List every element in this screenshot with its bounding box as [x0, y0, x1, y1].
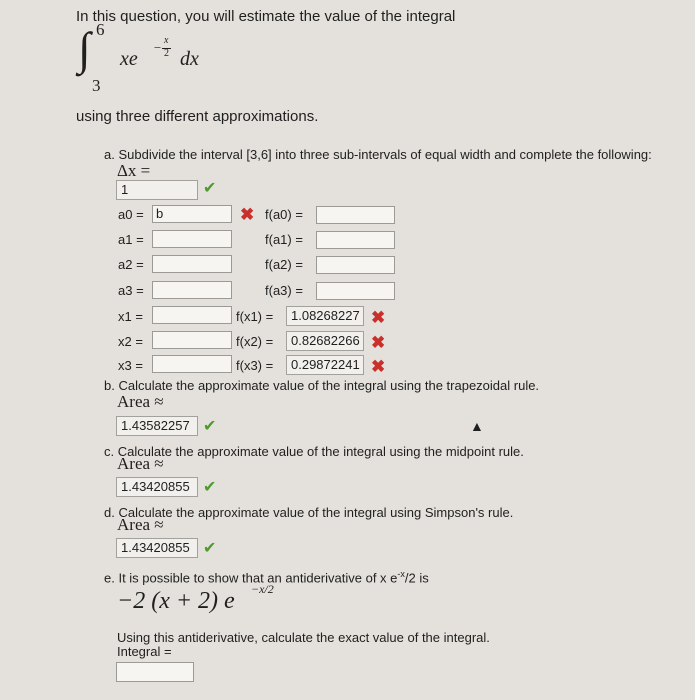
f-a1-input[interactable]: [316, 231, 395, 249]
f-x2-input[interactable]: 0.82682266: [286, 331, 364, 351]
integral-upper-bound: 6: [96, 20, 105, 39]
part-b-input[interactable]: 1.43582257: [116, 416, 198, 436]
cross-icon: ✖: [240, 205, 255, 224]
x1-input[interactable]: [152, 306, 232, 324]
integrand: xe: [120, 48, 138, 70]
part-c-area-label: Area ≈: [117, 454, 164, 473]
mouse-cursor-icon: ▲: [470, 418, 484, 434]
integrand-exp-den: 2: [164, 48, 169, 59]
delta-x-input[interactable]: 1: [116, 180, 198, 200]
part-c-prompt: c. Calculate the approximate value of the integral using the midpoint rule.: [104, 444, 524, 459]
x2-input[interactable]: [152, 331, 232, 349]
a0-label: a0 =: [118, 207, 144, 222]
f-x2-label: f(x2) =: [236, 334, 274, 349]
check-icon: ✔: [203, 479, 217, 496]
f-a3-label: f(a3) =: [265, 283, 303, 298]
x1-label: x1 =: [118, 309, 143, 324]
part-c-input[interactable]: 1.43420855: [116, 477, 198, 497]
a3-input[interactable]: [152, 281, 232, 299]
a1-input[interactable]: [152, 230, 232, 248]
a3-label: a3 =: [118, 283, 144, 298]
part-d-input[interactable]: 1.43420855: [116, 538, 198, 558]
part-d-prompt: d. Calculate the approximate value of the integral using Simpson's rule.: [104, 505, 514, 520]
a0-input[interactable]: b: [152, 205, 232, 223]
integral-dx: dx: [180, 48, 199, 70]
check-icon: ✔: [203, 418, 217, 435]
integrand-exp-sign: −: [153, 40, 162, 55]
cross-icon: ✖: [371, 357, 386, 376]
f-x3-label: f(x3) =: [236, 358, 274, 373]
check-icon: ✔: [203, 540, 217, 557]
integral-input[interactable]: [116, 662, 194, 682]
part-e-prompt-tail: /2 is: [404, 570, 429, 586]
part-d-area-label: Area ≈: [117, 515, 164, 534]
integral-lower-bound: 3: [92, 76, 101, 95]
check-icon: ✔: [203, 180, 217, 197]
part-b-prompt: b. Calculate the approximate value of the integral using the trapezoidal rule.: [104, 378, 540, 393]
cross-icon: ✖: [371, 333, 386, 352]
using-text: using three different approximations.: [76, 108, 319, 125]
f-a2-label: f(a2) =: [265, 257, 303, 272]
f-x1-label: f(x1) =: [236, 309, 274, 324]
part-e-prompt-main: e. It is possible to show that an antiderivative of x e: [104, 570, 398, 586]
f-a0-label: f(a0) =: [265, 207, 303, 222]
integral-label: Integral =: [117, 644, 172, 659]
cross-icon: ✖: [371, 308, 386, 327]
integrand-exp-num: x: [164, 35, 169, 46]
part-e-instruction: Using this antiderivative, calculate the exact value of the integral.: [117, 630, 490, 645]
a1-label: a1 =: [118, 232, 144, 247]
f-a3-input[interactable]: [316, 282, 395, 300]
antiderivative-expression: −2 (x + 2) e: [117, 588, 235, 614]
f-x3-input[interactable]: 0.29872241: [286, 355, 364, 375]
part-a-prompt: a. Subdivide the interval [3,6] into three sub-intervals of equal width and complete the following:: [104, 147, 652, 162]
x3-input[interactable]: [152, 355, 232, 373]
f-a1-label: f(a1) =: [265, 232, 303, 247]
f-a0-input[interactable]: [316, 206, 395, 224]
f-x1-input[interactable]: 1.08268227: [286, 306, 364, 326]
a2-label: a2 =: [118, 257, 144, 272]
delta-x-label: Δx =: [117, 161, 151, 180]
f-a2-input[interactable]: [316, 256, 395, 274]
antiderivative-exponent: −x/2: [251, 582, 274, 596]
integral-sign: ∫: [78, 23, 91, 74]
x3-label: x3 =: [118, 358, 143, 373]
a2-input[interactable]: [152, 255, 232, 273]
question-intro: In this question, you will estimate the value of the integral: [76, 8, 456, 25]
x2-label: x2 =: [118, 334, 143, 349]
part-b-area-label: Area ≈: [117, 392, 164, 411]
part-e-prompt-exp: -x: [397, 569, 405, 579]
